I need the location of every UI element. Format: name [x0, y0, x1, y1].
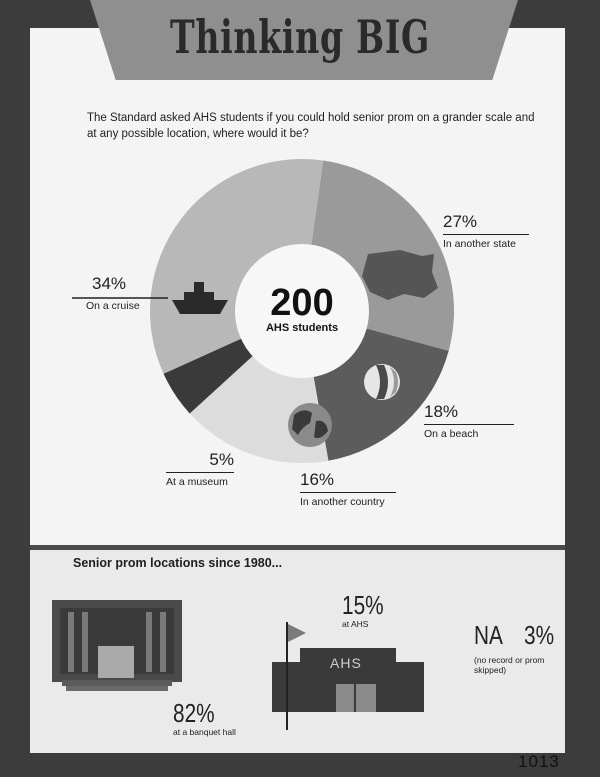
stat-value: 3%: [524, 620, 555, 650]
slice-value: 27%: [443, 212, 478, 231]
slice-category: On a beach: [424, 424, 514, 440]
banquet-hall-icon: [52, 600, 182, 691]
page-title: Thinking BIG: [169, 10, 431, 64]
stat-banquet-hall: [173, 700, 236, 737]
slice-value: 5%: [209, 450, 234, 469]
stat-value: 82%: [173, 698, 215, 728]
slice-category: In another state: [443, 234, 529, 250]
slice-value: 34%: [92, 274, 127, 293]
respondent-label: AHS students: [265, 322, 339, 334]
stat-na: [474, 622, 564, 675]
slice-value: 16%: [300, 470, 335, 489]
stat-label: at AHS: [342, 619, 369, 629]
survey-question: The Standard asked AHS students if you could hold senior prom on a grander scale and at any possible location, where would it be?: [87, 112, 535, 140]
slice-value: 18%: [424, 402, 459, 421]
building-sign: AHS: [330, 655, 362, 671]
slice-category: At a museum: [166, 472, 234, 488]
stat-value: 15%: [342, 590, 384, 620]
stat-ahs: [342, 592, 394, 629]
respondent-count: 200: [270, 282, 334, 324]
stat-label: (no record or prom skipped): [474, 655, 545, 675]
history-heading: Senior prom locations since 1980...: [73, 556, 283, 570]
stat-code: NA: [474, 620, 503, 650]
page-number: 1013: [518, 752, 560, 771]
slice-category: In another country: [300, 492, 396, 508]
slice-category: On a cruise: [86, 300, 140, 312]
stat-label: at a banquet hall: [173, 727, 236, 737]
